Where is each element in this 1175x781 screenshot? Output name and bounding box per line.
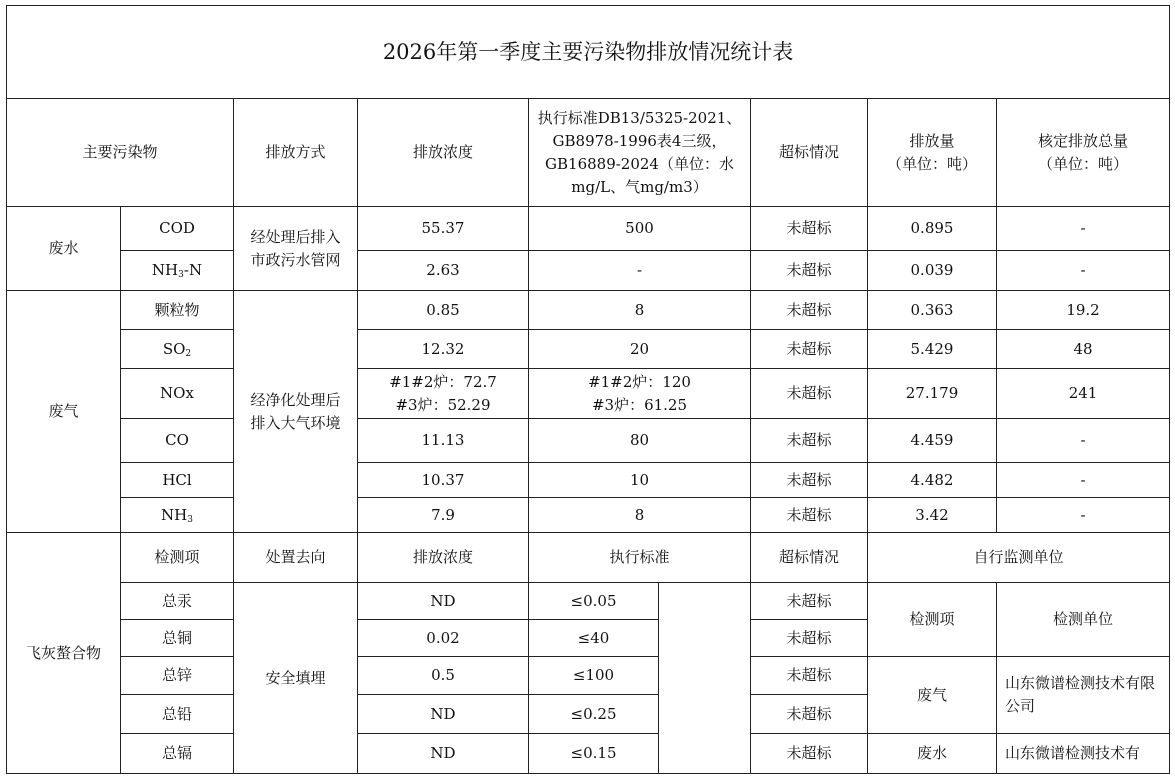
exceed-status: 未超标 xyxy=(751,463,868,498)
header-method: 排放方式 xyxy=(234,99,358,207)
table-row xyxy=(7,583,1170,620)
table-row xyxy=(7,734,1170,774)
header-standard-line1: 执行标准DB13/5325-2021、 xyxy=(537,108,742,127)
concentration: ND xyxy=(358,734,529,774)
pollutant-name-base: NH xyxy=(151,261,179,279)
concentration-line1: #1#2炉：72.7 xyxy=(389,372,497,391)
concentration: 55.37 xyxy=(358,207,529,251)
pollutant-name: CO xyxy=(121,419,234,463)
ash-header-standard: 执行标准 xyxy=(529,533,751,583)
header-total-line2: （单位：吨） xyxy=(1038,154,1129,173)
ash-item: 总镉 xyxy=(121,734,234,774)
standard: ≤0.05 xyxy=(529,583,659,620)
exceed-status: 未超标 xyxy=(751,657,868,695)
pollutant-name: COD xyxy=(121,207,234,251)
header-total xyxy=(997,99,1170,207)
concentration: 7.9 xyxy=(358,498,529,533)
standard: - xyxy=(529,251,751,291)
pollutant-name: 颗粒物 xyxy=(121,291,234,330)
approved-total: 19.2 xyxy=(997,291,1170,330)
standard: ≤100 xyxy=(529,657,659,695)
category-wastewater: 废水 xyxy=(7,207,121,291)
emission-amount: 0.363 xyxy=(868,291,997,330)
monitor-unit: 山东微谱检测技术有 xyxy=(997,734,1170,774)
table-row xyxy=(7,330,1170,369)
header-amount-line1: 排放量 xyxy=(909,131,955,150)
exceed-status: 未超标 xyxy=(751,291,868,330)
header-standard xyxy=(529,99,751,207)
table-row xyxy=(7,251,1170,291)
concentration: 11.13 xyxy=(358,419,529,463)
table-row xyxy=(7,207,1170,251)
discharge-method-line2: 排入大气环境 xyxy=(250,413,341,432)
monitor-header-unit: 检测单位 xyxy=(997,583,1170,657)
emission-amount: 4.482 xyxy=(868,463,997,498)
table-row xyxy=(7,657,1170,695)
approved-total: 48 xyxy=(997,330,1170,369)
ash-header-item: 检测项 xyxy=(121,533,234,583)
standard: ≤0.15 xyxy=(529,734,659,774)
concentration: 0.02 xyxy=(358,620,529,657)
approved-total: - xyxy=(997,251,1170,291)
approved-total: - xyxy=(997,207,1170,251)
standard: 80 xyxy=(529,419,751,463)
pollutant-name-base: SO xyxy=(162,339,186,358)
ash-item: 总铜 xyxy=(121,620,234,657)
table-row xyxy=(7,463,1170,498)
pollutant-emission-table xyxy=(6,5,1170,774)
header-total-line1: 核定排放总量 xyxy=(1038,131,1129,150)
emission-amount: 3.42 xyxy=(868,498,997,533)
header-standard-line4: mg/L、气mg/m3） xyxy=(571,177,708,196)
emission-amount: 0.895 xyxy=(868,207,997,251)
pollutant-name: NOx xyxy=(121,369,234,419)
ash-header-row xyxy=(7,533,1170,583)
table-row xyxy=(7,498,1170,533)
concentration: ND xyxy=(358,583,529,620)
concentration-line2: #3炉：52.29 xyxy=(395,395,491,414)
ash-item: 总锌 xyxy=(121,657,234,695)
approved-total: 241 xyxy=(997,369,1170,419)
pollutant-name-subscript: 3 xyxy=(187,514,193,525)
exceed-status: 未超标 xyxy=(751,369,868,419)
table-row xyxy=(7,369,1170,419)
concentration: 0.85 xyxy=(358,291,529,330)
pollutant-name-tail: -N xyxy=(183,261,203,279)
exceed-status: 未超标 xyxy=(751,207,868,251)
pollutant-name xyxy=(121,251,234,291)
pollutant-name: HCl xyxy=(121,463,234,498)
exceed-status: 未超标 xyxy=(751,695,868,734)
approved-total: - xyxy=(997,463,1170,498)
standard-line2: #3炉：61.25 xyxy=(591,395,688,414)
header-standard-line3: GB16889-2024（单位：水 xyxy=(545,154,734,173)
standard xyxy=(529,369,751,419)
exceed-status: 未超标 xyxy=(751,620,868,657)
category-waste-gas: 废气 xyxy=(7,291,121,533)
ash-item: 总铅 xyxy=(121,695,234,734)
concentration: 10.37 xyxy=(358,463,529,498)
standard: 8 xyxy=(529,498,751,533)
emission-amount: 0.039 xyxy=(868,251,997,291)
ash-header-concentration: 排放浓度 xyxy=(358,533,529,583)
monitor-item: 废气 xyxy=(868,657,997,734)
concentration xyxy=(358,369,529,419)
pollutant-name xyxy=(121,330,234,369)
header-amount xyxy=(868,99,997,207)
approved-total: - xyxy=(997,419,1170,463)
discharge-method xyxy=(234,207,358,291)
monitor-header-item: 检测项 xyxy=(868,583,997,657)
emission-amount: 4.459 xyxy=(868,419,997,463)
exceed-status: 未超标 xyxy=(751,734,868,774)
pollutant-name-base: NH xyxy=(161,505,188,524)
concentration: ND xyxy=(358,695,529,734)
category-fly-ash: 飞灰螯合物 xyxy=(7,533,121,774)
standard: ≤40 xyxy=(529,620,659,657)
concentration: 0.5 xyxy=(358,657,529,695)
discharge-method-line1: 经净化处理后 xyxy=(250,390,341,409)
concentration: 2.63 xyxy=(358,251,529,291)
exceed-status: 未超标 xyxy=(751,330,868,369)
ash-destination: 安全填埋 xyxy=(234,583,358,774)
table-title: 2026年第一季度主要污染物排放情况统计表 xyxy=(7,6,1170,99)
exceed-status: 未超标 xyxy=(751,419,868,463)
table-row xyxy=(7,291,1170,330)
standard: 10 xyxy=(529,463,751,498)
table-row xyxy=(7,419,1170,463)
blank-cell xyxy=(659,583,751,774)
standard: ≤0.25 xyxy=(529,695,659,734)
header-pollutant: 主要污染物 xyxy=(7,99,234,207)
discharge-method-line2: 市政污水管网 xyxy=(250,250,341,269)
header-concentration: 排放浓度 xyxy=(358,99,529,207)
ash-item: 总汞 xyxy=(121,583,234,620)
discharge-method xyxy=(234,291,358,533)
ash-header-destination: 处置去向 xyxy=(234,533,358,583)
monitor-unit: 山东微谱检测技术有限公司 xyxy=(997,657,1170,734)
ash-header-monitor: 自行监测单位 xyxy=(868,533,1170,583)
exceed-status: 未超标 xyxy=(751,498,868,533)
pollutant-name-subscript: 3 xyxy=(178,270,184,280)
emission-amount: 27.179 xyxy=(868,369,997,419)
header-exceed: 超标情况 xyxy=(751,99,868,207)
pollutant-name-subscript: 2 xyxy=(185,348,192,359)
standard-line1: #1#2炉：120 xyxy=(588,372,691,391)
emission-amount: 5.429 xyxy=(868,330,997,369)
standard: 500 xyxy=(529,207,751,251)
concentration: 12.32 xyxy=(358,330,529,369)
header-standard-line2: GB8978-1996表4三级， xyxy=(552,131,727,150)
header-row xyxy=(7,99,1170,207)
standard: 20 xyxy=(529,330,751,369)
standard: 8 xyxy=(529,291,751,330)
exceed-status: 未超标 xyxy=(751,251,868,291)
pollutant-name xyxy=(121,498,234,533)
monitor-item: 废水 xyxy=(868,734,997,774)
approved-total: - xyxy=(997,498,1170,533)
exceed-status: 未超标 xyxy=(751,583,868,620)
ash-header-exceed: 超标情况 xyxy=(751,533,868,583)
discharge-method-line1: 经处理后排入 xyxy=(250,227,341,246)
header-amount-line2: （单位：吨） xyxy=(886,154,977,173)
